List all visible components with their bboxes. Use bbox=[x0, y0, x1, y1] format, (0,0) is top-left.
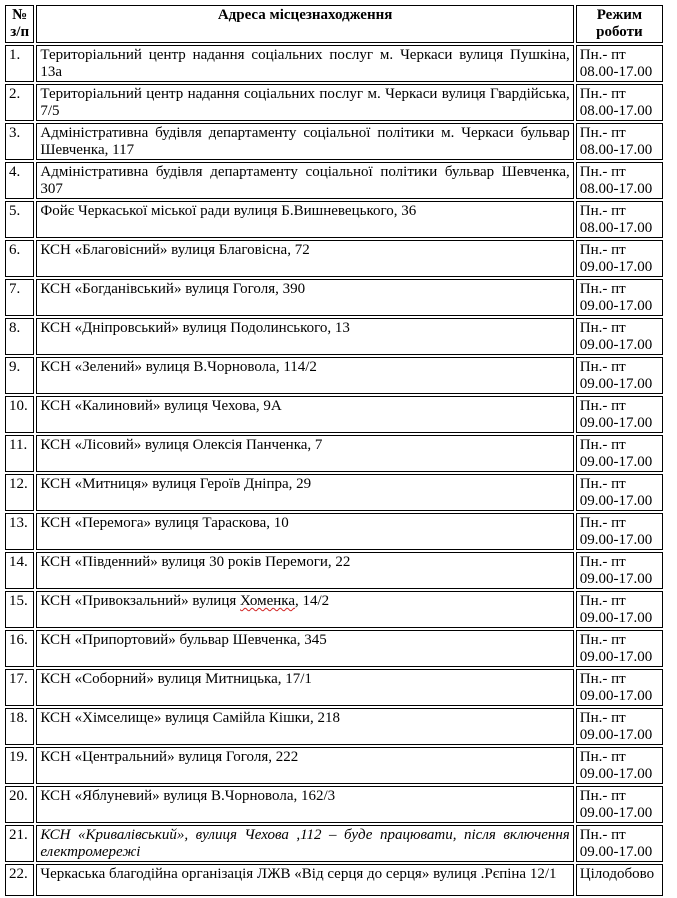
row-number: 14. bbox=[5, 552, 34, 589]
table-row bbox=[5, 513, 663, 550]
row-hours bbox=[576, 630, 663, 667]
row-address: Фойє Черкаської міської ради вулиця Б.Вишневецького, 36 bbox=[36, 201, 573, 238]
row-number: 10. bbox=[5, 396, 34, 433]
row-hours bbox=[576, 357, 663, 394]
row-number: 5. bbox=[5, 201, 34, 238]
row-hours-time: 08.00-17.00 bbox=[579, 64, 653, 80]
row-address: КСН «Центральний» вулиця Гоголя, 222 bbox=[36, 747, 573, 784]
table-row bbox=[5, 786, 663, 823]
table-row bbox=[5, 240, 663, 277]
row-hours bbox=[576, 435, 663, 472]
row-hours-days: Пн.- пт bbox=[579, 593, 626, 609]
row-hours bbox=[576, 318, 663, 355]
row-address: КСН «Кривалівський», вулиця Чехова ,112 – буде працювати, після включення електромережі bbox=[36, 825, 573, 862]
row-number: 6. bbox=[5, 240, 34, 277]
row-number: 1. bbox=[5, 45, 34, 82]
table-row bbox=[5, 201, 663, 238]
table-row bbox=[5, 864, 663, 896]
row-hours bbox=[576, 162, 663, 199]
row-hours bbox=[576, 825, 663, 862]
row-hours-days: Пн.- пт bbox=[579, 242, 626, 258]
row-address-suffix: , 14/2 bbox=[295, 593, 330, 609]
table-header-row bbox=[5, 5, 663, 43]
row-hours-days: Пн.- пт bbox=[579, 515, 626, 531]
row-address: Територіальний центр надання соціальних послуг м. Черкаси вулиця Гвардійська, 7/5 bbox=[36, 84, 573, 121]
table-row bbox=[5, 162, 663, 199]
table-row bbox=[5, 708, 663, 745]
table-row bbox=[5, 630, 663, 667]
row-address: КСН «Хімселище» вулиця Самійла Кішки, 218 bbox=[36, 708, 573, 745]
row-address: КСН «Лісовий» вулиця Олексія Панченка, 7 bbox=[36, 435, 573, 472]
row-hours-time: 09.00-17.00 bbox=[579, 727, 653, 743]
row-number: 11. bbox=[5, 435, 34, 472]
row-address: Черкаська благодійна організація ЛЖВ «Від серця до серця» вулиця .Рєпіна 12/1 bbox=[36, 864, 573, 896]
row-hours-days: Пн.- пт bbox=[579, 203, 626, 219]
row-number: 9. bbox=[5, 357, 34, 394]
row-number: 16. bbox=[5, 630, 34, 667]
row-hours-days: Пн.- пт bbox=[579, 359, 626, 375]
header-hours: Режим роботи bbox=[576, 5, 663, 43]
row-hours-time: 08.00-17.00 bbox=[579, 142, 653, 158]
row-number: 8. bbox=[5, 318, 34, 355]
row-hours bbox=[576, 123, 663, 160]
table-row bbox=[5, 357, 663, 394]
row-hours-time: 09.00-17.00 bbox=[579, 571, 653, 587]
row-hours bbox=[576, 747, 663, 784]
row-hours bbox=[576, 45, 663, 82]
row-address: КСН «Митниця» вулиця Героїв Дніпра, 29 bbox=[36, 474, 573, 511]
row-hours bbox=[576, 552, 663, 589]
table-row bbox=[5, 474, 663, 511]
row-hours-days: Пн.- пт bbox=[579, 281, 626, 297]
table-row bbox=[5, 669, 663, 706]
row-hours-time: 09.00-17.00 bbox=[579, 805, 653, 821]
locations-table bbox=[3, 3, 665, 898]
row-number: 3. bbox=[5, 123, 34, 160]
row-hours-days: Пн.- пт bbox=[579, 710, 626, 726]
table-row bbox=[5, 279, 663, 316]
row-hours-time: 09.00-17.00 bbox=[579, 766, 653, 782]
row-number: 20. bbox=[5, 786, 34, 823]
table-row bbox=[5, 84, 663, 121]
row-hours-days: Пн.- пт bbox=[579, 437, 626, 453]
row-number: 22. bbox=[5, 864, 34, 896]
row-hours-days: Пн.- пт bbox=[579, 125, 626, 141]
row-hours-days: Пн.- пт bbox=[579, 671, 626, 687]
table-row bbox=[5, 591, 663, 628]
table-row bbox=[5, 396, 663, 433]
row-hours-days: Пн.- пт bbox=[579, 398, 626, 414]
row-address: КСН «Припортовий» бульвар Шевченка, 345 bbox=[36, 630, 573, 667]
row-hours-time: 08.00-17.00 bbox=[579, 220, 653, 236]
row-hours bbox=[576, 240, 663, 277]
row-address: КСН «Богданівський» вулиця Гоголя, 390 bbox=[36, 279, 573, 316]
row-number: 2. bbox=[5, 84, 34, 121]
header-address: Адреса місцезнаходження bbox=[36, 5, 573, 43]
row-address: КСН «Зелений» вулиця В.Чорновола, 114/2 bbox=[36, 357, 573, 394]
row-number: 18. bbox=[5, 708, 34, 745]
row-hours-days: Пн.- пт bbox=[579, 164, 626, 180]
table-row bbox=[5, 123, 663, 160]
row-hours bbox=[576, 786, 663, 823]
row-address: КСН «Південний» вулиця 30 років Перемоги, 22 bbox=[36, 552, 573, 589]
row-hours-days: Пн.- пт bbox=[579, 788, 626, 804]
row-hours-time: 09.00-17.00 bbox=[579, 493, 653, 509]
row-hours bbox=[576, 864, 663, 896]
row-address bbox=[36, 591, 573, 628]
row-number: 17. bbox=[5, 669, 34, 706]
row-hours-time: 09.00-17.00 bbox=[579, 532, 653, 548]
row-hours-days: Пн.- пт bbox=[579, 749, 626, 765]
row-number: 21. bbox=[5, 825, 34, 862]
row-hours-time: 08.00-17.00 bbox=[579, 181, 653, 197]
row-address: КСН «Яблуневий» вулиця В.Чорновола, 162/3 bbox=[36, 786, 573, 823]
row-hours-days: Пн.- пт bbox=[579, 86, 626, 102]
row-hours bbox=[576, 708, 663, 745]
row-hours-days: Цілодобово bbox=[579, 866, 655, 882]
table-row bbox=[5, 552, 663, 589]
row-hours bbox=[576, 513, 663, 550]
row-address: КСН «Благовісний» вулиця Благовісна, 72 bbox=[36, 240, 573, 277]
row-address: КСН «Перемога» вулиця Тараскова, 10 bbox=[36, 513, 573, 550]
row-number: 12. bbox=[5, 474, 34, 511]
row-hours-time: 09.00-17.00 bbox=[579, 298, 653, 314]
table-row bbox=[5, 435, 663, 472]
header-number: № з/п bbox=[5, 5, 34, 43]
table-row bbox=[5, 825, 663, 862]
spellcheck-marked-word: Хоменка bbox=[240, 593, 296, 609]
row-number: 13. bbox=[5, 513, 34, 550]
row-hours bbox=[576, 591, 663, 628]
row-hours bbox=[576, 84, 663, 121]
row-address: Адміністративна будівля департаменту соціальної політики м. Черкаси бульвар Шевченка, 117 bbox=[36, 123, 573, 160]
row-hours-time: 09.00-17.00 bbox=[579, 454, 653, 470]
row-hours-time: 09.00-17.00 bbox=[579, 337, 653, 353]
row-address-prefix: КСН «Привокзальний» вулиця bbox=[40, 593, 241, 609]
row-hours-days: Пн.- пт bbox=[579, 320, 626, 336]
row-number: 19. bbox=[5, 747, 34, 784]
row-hours bbox=[576, 474, 663, 511]
row-hours bbox=[576, 396, 663, 433]
row-hours bbox=[576, 279, 663, 316]
row-hours-days: Пн.- пт bbox=[579, 476, 626, 492]
row-number: 15. bbox=[5, 591, 34, 628]
row-address: КСН «Калиновий» вулиця Чехова, 9А bbox=[36, 396, 573, 433]
row-hours-days: Пн.- пт bbox=[579, 827, 626, 843]
row-address: КСН «Соборний» вулиця Митницька, 17/1 bbox=[36, 669, 573, 706]
row-hours-time: 09.00-17.00 bbox=[579, 649, 653, 665]
row-address: Адміністративна будівля департаменту соціальної політики бульвар Шевченка, 307 bbox=[36, 162, 573, 199]
row-hours-days: Пн.- пт bbox=[579, 47, 626, 63]
row-hours-time: 09.00-17.00 bbox=[579, 844, 653, 860]
row-hours-time: 09.00-17.00 bbox=[579, 259, 653, 275]
row-hours-days: Пн.- пт bbox=[579, 554, 626, 570]
row-hours bbox=[576, 669, 663, 706]
row-hours-time: 09.00-17.00 bbox=[579, 415, 653, 431]
row-hours bbox=[576, 201, 663, 238]
row-hours-time: 09.00-17.00 bbox=[579, 688, 653, 704]
row-hours-time: 09.00-17.00 bbox=[579, 376, 653, 392]
table-row bbox=[5, 747, 663, 784]
row-address: Територіальний центр надання соціальних послуг м. Черкаси вулиця Пушкіна, 13а bbox=[36, 45, 573, 82]
row-hours-time: 08.00-17.00 bbox=[579, 103, 653, 119]
table-row bbox=[5, 318, 663, 355]
row-number: 7. bbox=[5, 279, 34, 316]
row-hours-time: 09.00-17.00 bbox=[579, 610, 653, 626]
row-address: КСН «Дніпровський» вулиця Подолинського, 13 bbox=[36, 318, 573, 355]
row-hours-days: Пн.- пт bbox=[579, 632, 626, 648]
table-row bbox=[5, 45, 663, 82]
row-number: 4. bbox=[5, 162, 34, 199]
